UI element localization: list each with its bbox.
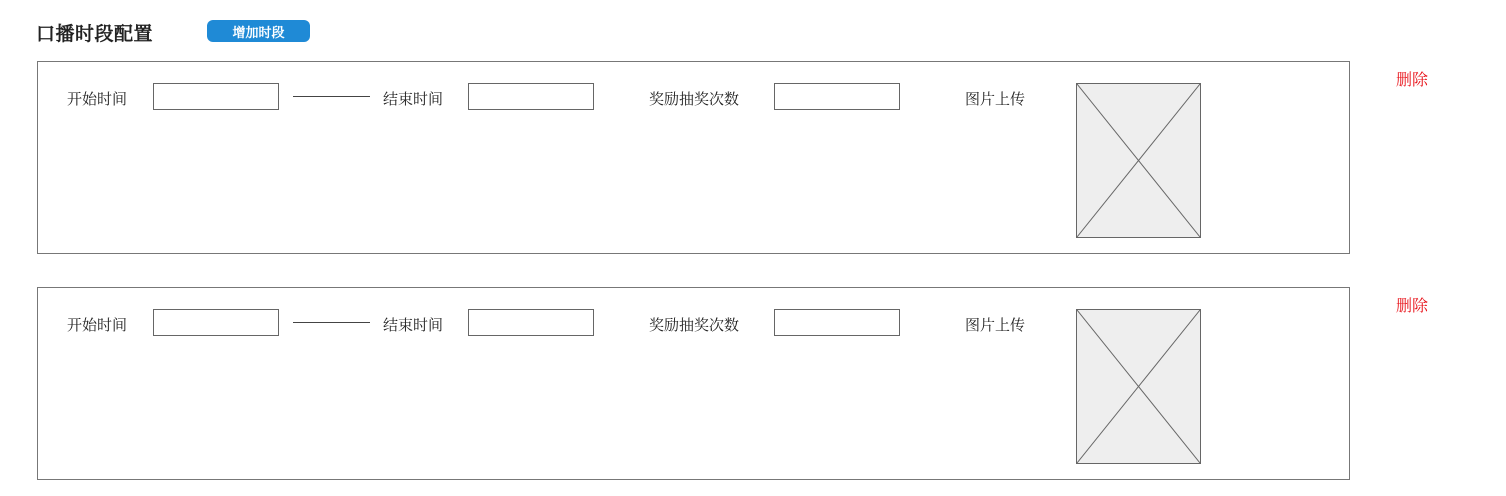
add-slot-button[interactable]: 增加时段 — [207, 20, 310, 42]
start-time-input[interactable] — [153, 309, 279, 336]
end-time-label: 结束时间 — [383, 316, 444, 334]
slot-card — [37, 287, 1350, 480]
start-time-input[interactable] — [153, 83, 279, 110]
page-title: 口播时段配置 — [36, 23, 154, 45]
end-time-input[interactable] — [468, 309, 594, 336]
image-upload-placeholder[interactable] — [1076, 309, 1201, 464]
delete-slot-button[interactable]: 删除 — [1396, 296, 1429, 315]
image-placeholder-icon — [1077, 84, 1200, 237]
image-upload-placeholder[interactable] — [1076, 83, 1201, 238]
image-upload-label: 图片上传 — [965, 316, 1026, 334]
image-upload-label: 图片上传 — [965, 90, 1026, 108]
start-time-label: 开始时间 — [67, 316, 128, 334]
start-time-label: 开始时间 — [67, 90, 128, 108]
range-separator — [293, 96, 370, 97]
end-time-input[interactable] — [468, 83, 594, 110]
delete-slot-button[interactable]: 删除 — [1396, 70, 1429, 89]
reward-count-label: 奖励抽奖次数 — [649, 90, 740, 108]
reward-count-input[interactable] — [774, 83, 900, 110]
reward-count-label: 奖励抽奖次数 — [649, 316, 740, 334]
image-placeholder-icon — [1077, 310, 1200, 463]
slot-card — [37, 61, 1350, 254]
range-separator — [293, 322, 370, 323]
reward-count-input[interactable] — [774, 309, 900, 336]
end-time-label: 结束时间 — [383, 90, 444, 108]
